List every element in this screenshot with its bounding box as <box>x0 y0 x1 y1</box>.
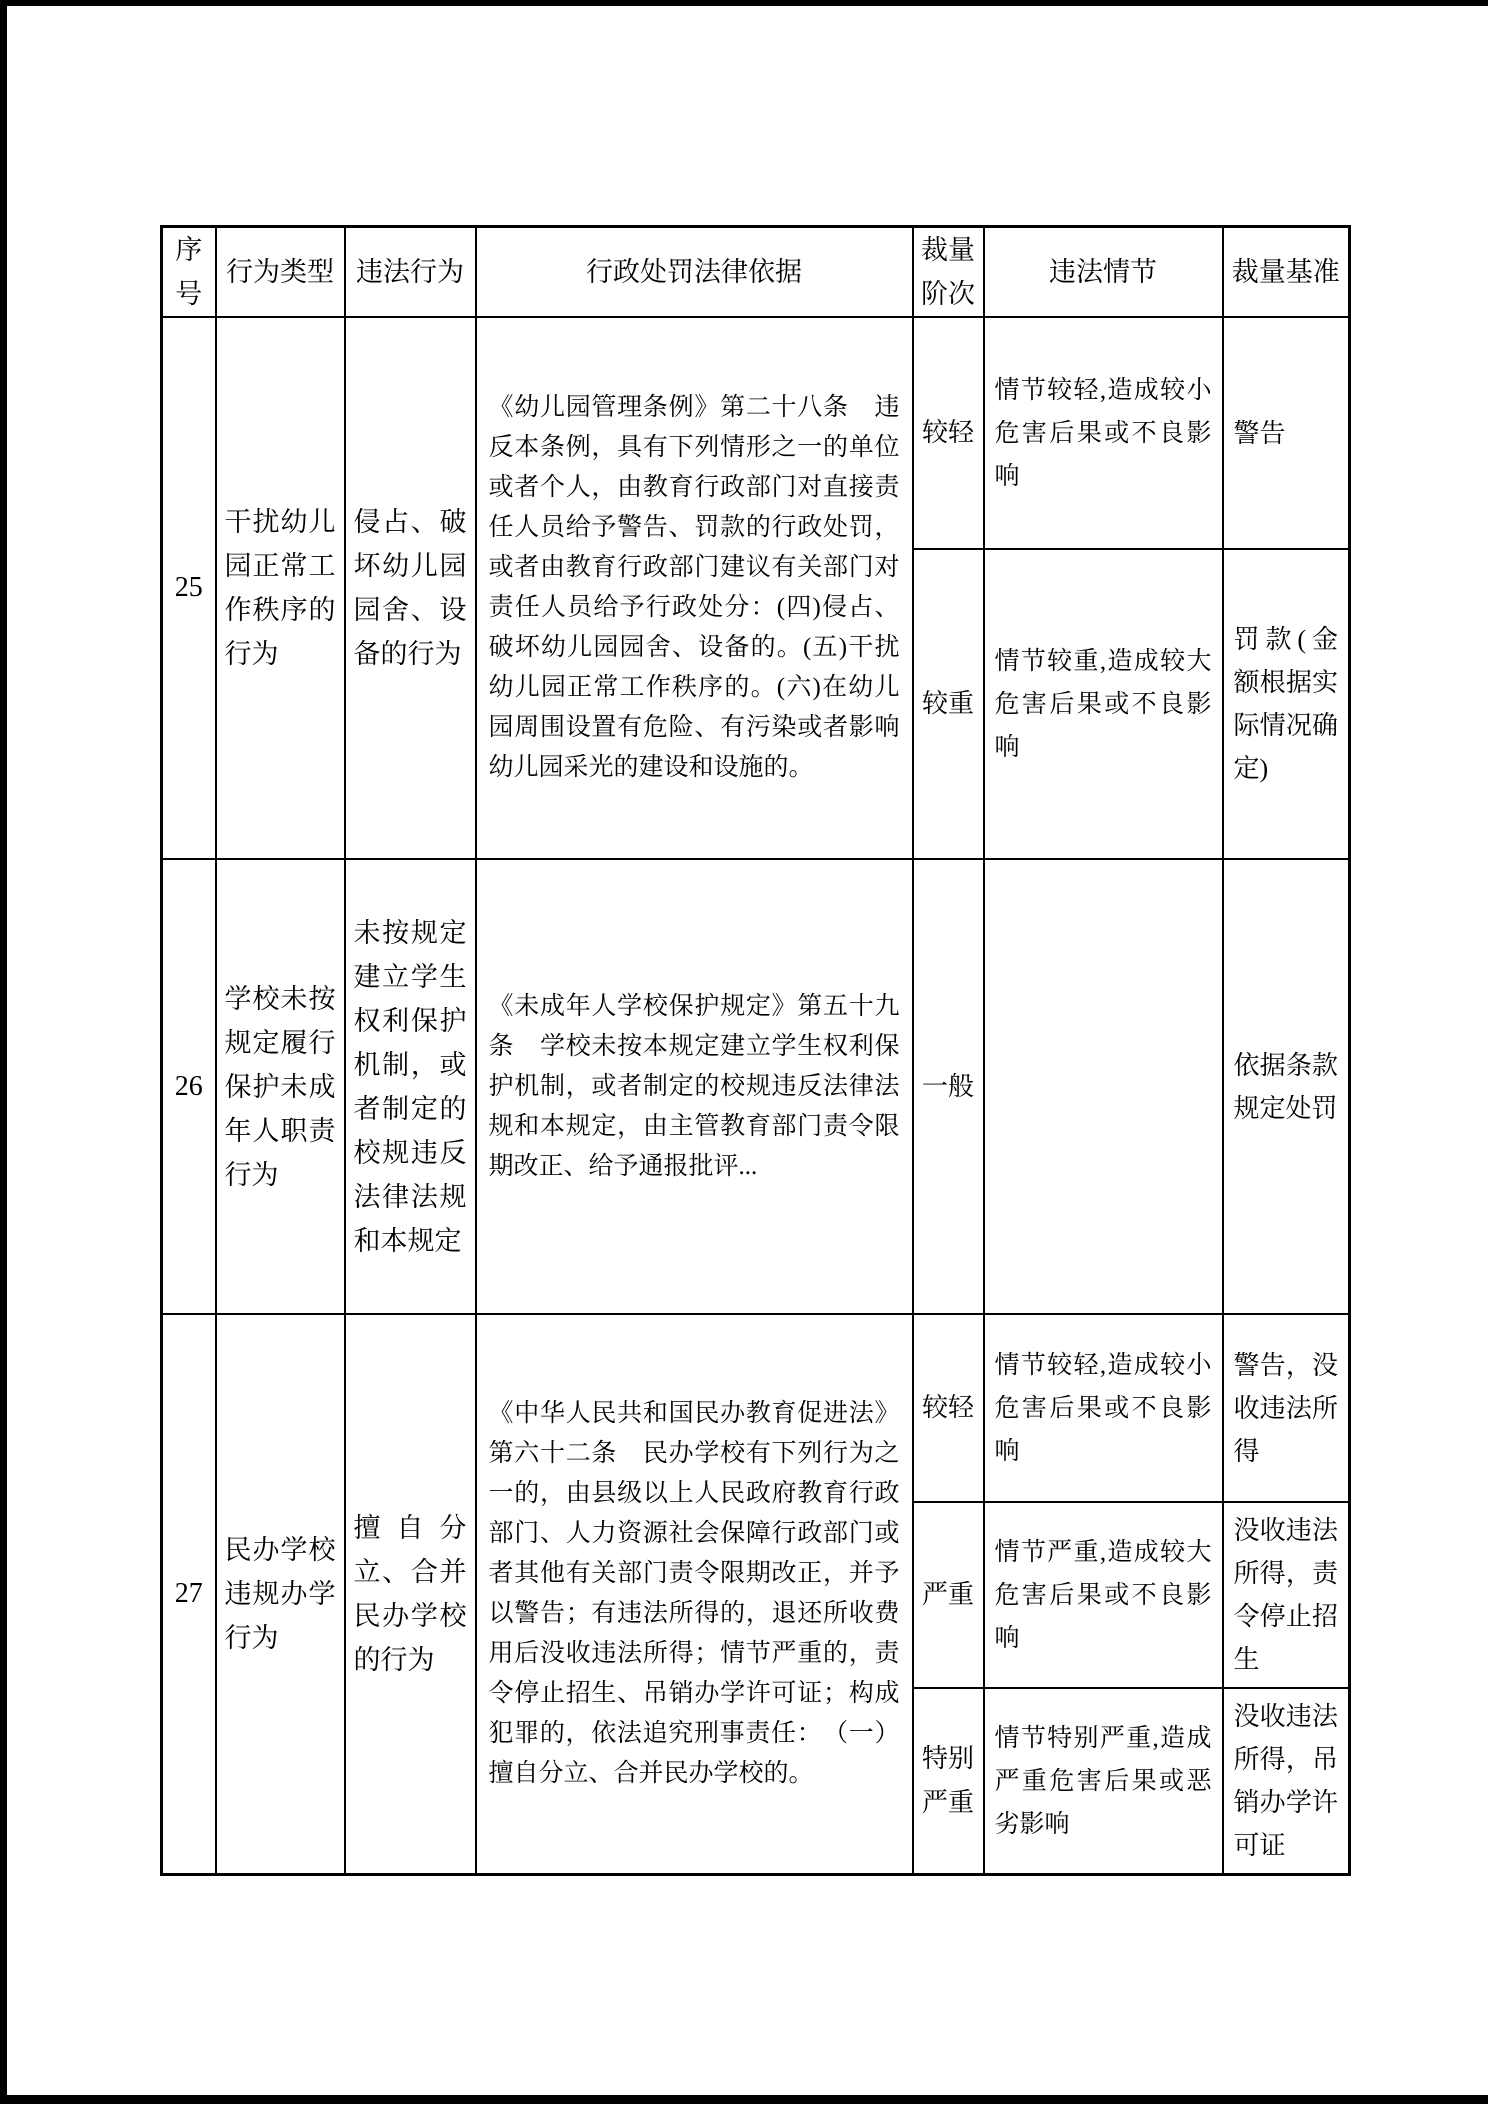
table-row <box>162 317 1350 549</box>
table-row <box>162 1314 1350 1502</box>
col-header-tier-level: 裁量阶次 <box>913 227 984 318</box>
col-header-illegal-act: 违法行为 <box>345 227 476 318</box>
col-header-legal-basis: 行政处罚法律依据 <box>476 227 913 318</box>
row-27-tier-1-level: 较轻 <box>913 1314 984 1502</box>
col-header-no: 序号 <box>162 227 216 318</box>
row-25-tier-2-level: 较重 <box>913 549 984 859</box>
row-27-illegal-act: 擅自分立、合并民办学校的行为 <box>345 1314 476 1875</box>
table-row <box>162 859 1350 1314</box>
page-edge-bottom <box>0 2095 1488 2104</box>
col-header-standard: 裁量基准 <box>1223 227 1350 318</box>
row-27-tier-1-standard: 警告，没收违法所得 <box>1223 1314 1350 1502</box>
col-header-circumstance: 违法情节 <box>984 227 1223 318</box>
penalty-table <box>160 225 1351 1876</box>
row-27-tier-1-circumstance: 情节较轻,造成较小危害后果或不良影响 <box>984 1314 1223 1502</box>
row-26-tier-1-standard: 依据条款规定处罚 <box>1223 859 1350 1314</box>
row-25-no: 25 <box>162 317 216 859</box>
row-25-behavior-type: 干扰幼儿园正常工作秩序的行为 <box>216 317 345 859</box>
row-26-behavior-type: 学校未按规定履行保护未成年人职责行为 <box>216 859 345 1314</box>
row-27-tier-2-circumstance: 情节严重,造成较大危害后果或不良影响 <box>984 1502 1223 1688</box>
row-25-tier-2-standard: 罚款(金额根据实际情况确定) <box>1223 549 1350 859</box>
row-27-tier-2-standard: 没收违法所得，责令停止招生 <box>1223 1502 1350 1688</box>
row-25-illegal-act: 侵占、破坏幼儿园园舍、设备的行为 <box>345 317 476 859</box>
page-edge-left <box>0 0 7 2104</box>
page-edge-top <box>0 0 1488 6</box>
row-27-legal-basis: 《中华人民共和国民办教育促进法》第六十二条 民办学校有下列行为之一的，由县级以上人民政府教育行政部门、人力资源社会保障行政部门或者其他有关部门责令限期改正，并予以警告；有违法所得的，退还所收费用后没收违法所得；情节严重的，责令停止招生、吊销办学许可证；构成犯罪的，依法追究刑事责任： （一）擅自分立、合并民办学校的。 <box>476 1314 913 1875</box>
row-26-tier-1-circumstance <box>984 859 1223 1314</box>
row-27-tier-2-level: 严重 <box>913 1502 984 1688</box>
col-header-behavior-type: 行为类型 <box>216 227 345 318</box>
header-row <box>162 227 1350 318</box>
row-25-tier-2-circumstance: 情节较重,造成较大危害后果或不良影响 <box>984 549 1223 859</box>
row-26-illegal-act: 未按规定建立学生权利保护机制，或者制定的校规违反法律法规和本规定 <box>345 859 476 1314</box>
row-27-tier-3-level: 特别严重 <box>913 1688 984 1875</box>
row-25-legal-basis: 《幼儿园管理条例》第二十八条 违反本条例，具有下列情形之一的单位或者个人，由教育行政部门对直接责任人员给予警告、罚款的行政处罚，或者由教育行政部门建议有关部门对责任人员给予行政处分：(四)侵占、破坏幼儿园园舍、设备的。(五)干扰幼儿园正常工作秩序的。(六)在幼儿园周围设置有危险、有污染或者影响幼儿园采光的建设和设施的。 <box>476 317 913 859</box>
row-27-behavior-type: 民办学校违规办学行为 <box>216 1314 345 1875</box>
row-25-tier-1-level: 较轻 <box>913 317 984 549</box>
row-26-legal-basis: 《未成年人学校保护规定》第五十九条 学校未按本规定建立学生权利保护机制，或者制定的校规违反法律法规和本规定，由主管教育部门责令限期改正、给予通报批评... <box>476 859 913 1314</box>
row-25-tier-1-circumstance: 情节较轻,造成较小危害后果或不良影响 <box>984 317 1223 549</box>
row-27-no: 27 <box>162 1314 216 1875</box>
row-27-tier-3-circumstance: 情节特别严重,造成严重危害后果或恶劣影响 <box>984 1688 1223 1875</box>
row-25-tier-1-standard: 警告 <box>1223 317 1350 549</box>
row-26-no: 26 <box>162 859 216 1314</box>
row-27-tier-3-standard: 没收违法所得，吊销办学许可证 <box>1223 1688 1350 1875</box>
row-26-tier-1-level: 一般 <box>913 859 984 1314</box>
